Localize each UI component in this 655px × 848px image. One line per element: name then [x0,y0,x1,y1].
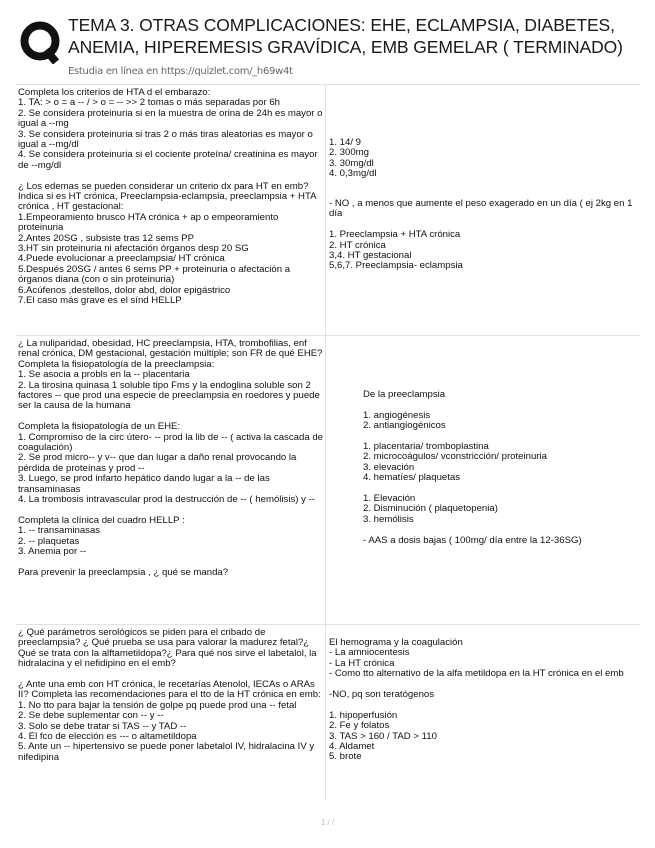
flashcard-table [16,84,640,801]
page-header [18,14,648,84]
question-text: Completa la clínica del cuadro HELLP : 1. -- transaminasas 2. -- plaquetas 3. Anemia por -- [18,514,185,558]
question-cell [18,339,326,578]
answer-text: - NO , a menos que aumente el peso exagerado en un día ( ej 2kg en 1 día 1. Preeclampsia + HTA crónica 2. HT crónica 3,4. HT gestacional 5,6,7. Preeclampsia- eclampsia [329,198,633,272]
question-text: Completa los criterios de HTA d el embarazo: 1. TA: > o = a -- / > o = -- >> 2 tomas o más separadas por 6h 2. Se considera proteinuria si en la muestra de orina de 24h es mayor o igual a --mg 3. Se considera proteinuria si tras 2 o más tiras aleatorias es mayor o igual a --mg/dl 4. Se considera proteinuria si el cociente proteína/ creatinina es mayor de --mg/dl [18,87,323,171]
question-text: ¿ La nuliparidad, obesidad, HC preeclampsia, HTA, trombofilias, enf renal crónica, DM gestacional, gestación múltiple; son FR de qué EHE?Completa la fisiopatología de la preeclampsia: 1. Se asocia a probls en la -- placentaria 2. La tirosina quinasa 1 soluble tipo Fms y la endoglina soluble son 2 factores -- que prod una especie de preeclampsia en roedores y puede ser la causa de la humana [18,338,323,412]
question-text: Para prevenir la preeclampsia , ¿ qué se manda? [18,566,229,578]
question-text: ¿ Qué parámetros serológicos se piden para el cribado de preeclampsia? ¿ Qué prueba se usa para valorar la madurez fetal?¿ Qué se trata con la alftametildopa?¿ Para qué nos sirve el labetalol, la hidralacina y el nefidipino en el emb? [18,627,320,670]
answer-text: 1. 14/ 9 2. 300mg 3. 30mg/dl 4. 0,3mg/dl [329,137,377,180]
answer-text: El hemograma y la coagulación - La amniocentesis - La HT crónica - Como tto alternativo de la alfa metildopa en la HT crónica en el emb [329,637,624,680]
question-text: Completa la fisiopatología de un EHE: 1. Compromiso de la circ útero- -- prod la lib de -- ( activa la cascada de coagulación) 2. Se prod micro-- y v-- que dan lugar a daño renal provocando la pérdida de proteínas y prod -- 3. Luego, se prod infarto hepático dando lugar a la -- de las transaminasas 4. La trombosis intravascular prod la destrucción de -- ( hemólisis) y -- [18,421,323,506]
table-row [16,84,640,335]
answer-text: 1. placentaria/ tromboplastina 2. microcoágulos/ vconstricción/ proteinuria 3. elevación 4. hematíes/ plaquetas [363,441,547,484]
answer-text: De la preeclampsia 1. angiogénesis 2. antiangiogénicos [363,389,446,432]
study-online-link[interactable]: Estudia en línea en https://quizlet.com/_h69w4t [68,66,293,77]
answer-cell [329,638,637,763]
page-number: 1 / / [320,818,335,827]
answer-text: -NO, pq son teratógenos 1. hipoperfusión 2. Fe y folatos 3. TAS > 160 / TAD > 110 4. Aldamet 5. brote [329,689,437,763]
answer-text: - AAS a dosis bajas ( 100mg/ día entre la 12-36SG) [363,534,582,546]
question-cell [18,628,326,763]
question-text: ¿ Los edemas se pueden considerar un criterio dx para HT en emb? Indica si es HT crónica, Preeclampsia-eclampsia, preeclampsia + HTA crónica , HT gestacional: 1.Empeoramiento brusco HTA crónica + ap o empeoramiento proteinuria 2.Antes 20SG , subsiste tras 12 sems PP 3.HT sin proteinuria ni afectación órganos desp 20 SG 4.Puede evolucionar a preeclampsia/ HT crónica 5.Después 20SG / antes 6 sems PP + proteinuria o afectación a órganos diana (con o sin proteinuria) 6.Acúfenos ,destellos, dolor abd, dolor epigástrico 7.El caso más grave es el sínd HELLP [18,180,316,307]
question-text: ¿ Ante una emb con HT crónica, le recetarías Atenolol, IECAs o ARAs II? Completa las recomendaciones para el tto de la HT crónica en emb: 1. No tto para bajar la tensión de golpe pq puede prod una -- fetal 2. Se debe suplementar con -- y -- 3. Solo se debe tratar si TAS -- y TAD -- 4. El fco de elección es --- o altametildopa 5. Ante un -- hipertensivo se puede poner labetalol IV, hidralacina IV y nifedipina [18,679,321,763]
page-title: TEMA 3. OTRAS COMPLICACIONES: EHE, ECLAMPSIA, DIABETES, ANEMIA, HIPEREMESIS GRAVÍDICA, EMB GEMELAR ( TERMINADO) [68,15,623,57]
table-row [16,335,640,624]
answer-cell [363,390,633,546]
quizlet-logo-icon [18,20,62,64]
answer-cell [329,138,637,180]
table-row [16,624,640,801]
question-cell [18,88,326,307]
answer-text: 1. Elevación 2. Disminución ( plaquetopenia) 3. hemólisis [363,493,498,525]
answer-cell [329,199,637,272]
